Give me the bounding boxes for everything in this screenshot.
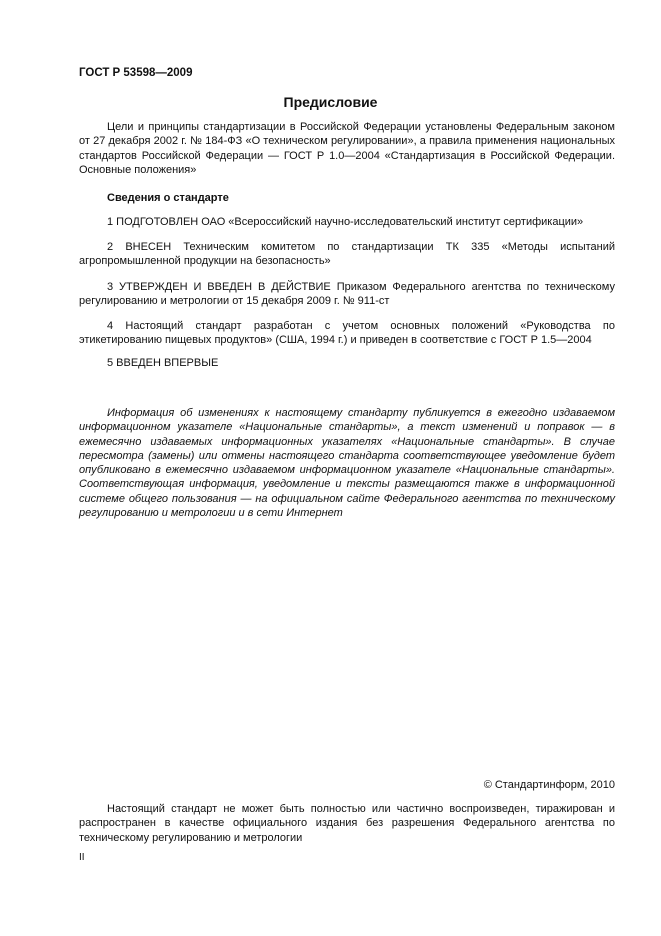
info-item-4: 4 Настоящий стандарт разработан с учетом основных положений «Руководства по этикетированию пищевых продуктов» (США, 1994 г.) и приведен в соответствие с ГОСТ Р 1.5—2004	[79, 320, 615, 347]
info-heading: Сведения о стандарте	[107, 192, 229, 204]
info-item-1: 1 ПОДГОТОВЛЕН ОАО «Всероссийский научно-исследовательский институт сертификации»	[107, 216, 584, 228]
reproduction-notice: Настоящий стандарт не может быть полностью или частично воспроизведен, тиражирован и распространен в качестве официального издания без разрешения Федерального агентства по техническому регулированию и метрологии	[79, 803, 615, 844]
info-item-2: 2 ВНЕСЕН Техническим комитетом по стандартизации ТК 335 «Методы испытаний агропромышленной продукции на безопасность»	[79, 241, 615, 268]
copyright-line: © Стандартинформ, 2010	[483, 779, 615, 791]
info-item-3: 3 УТВЕРЖДЕН И ВВЕДЕН В ДЕЙСТВИЕ Приказом Федерального агентства по техническому регулированию и метрологии от 15 декабря 2009 г. № 911-ст	[79, 281, 615, 308]
intro-paragraph: Цели и принципы стандартизации в Российской Федерации установлены Федеральным законом от 27 декабря 2002 г. № 184-ФЗ «О техническом регулировании», а правила применения национальных стандартов Российской Федерации — ГОСТ Р 1.0—2004 «Стандартизация в Российской Федерации. Основные положения»	[79, 121, 615, 176]
info-item-5: 5 ВВЕДЕН ВПЕРВЫЕ	[107, 357, 219, 369]
standard-code: ГОСТ Р 53598—2009	[79, 67, 193, 79]
changes-notice: Информация об изменениях к настоящему стандарту публикуется в ежегодно издаваемом информационном указателе «Национальные стандарты», а текст изменений и поправок — в ежемесячно издаваемых информационных указателях «Национальные стандарты». В случае пересмотра (замены) или отмены настоящего стандарта соответствующее уведомление будет опубликовано в ежемесячно издаваемом информационном указателе «Национальные стандарты». Соответствующая информация, уведомление и тексты размещаются также в информационной системе общего пользования — на официальном сайте Федерального агентства по техническому регулированию и метрологии и в сети Интернет	[79, 407, 615, 520]
page-number: II	[79, 852, 85, 863]
page-title: Предисловие	[283, 94, 378, 110]
